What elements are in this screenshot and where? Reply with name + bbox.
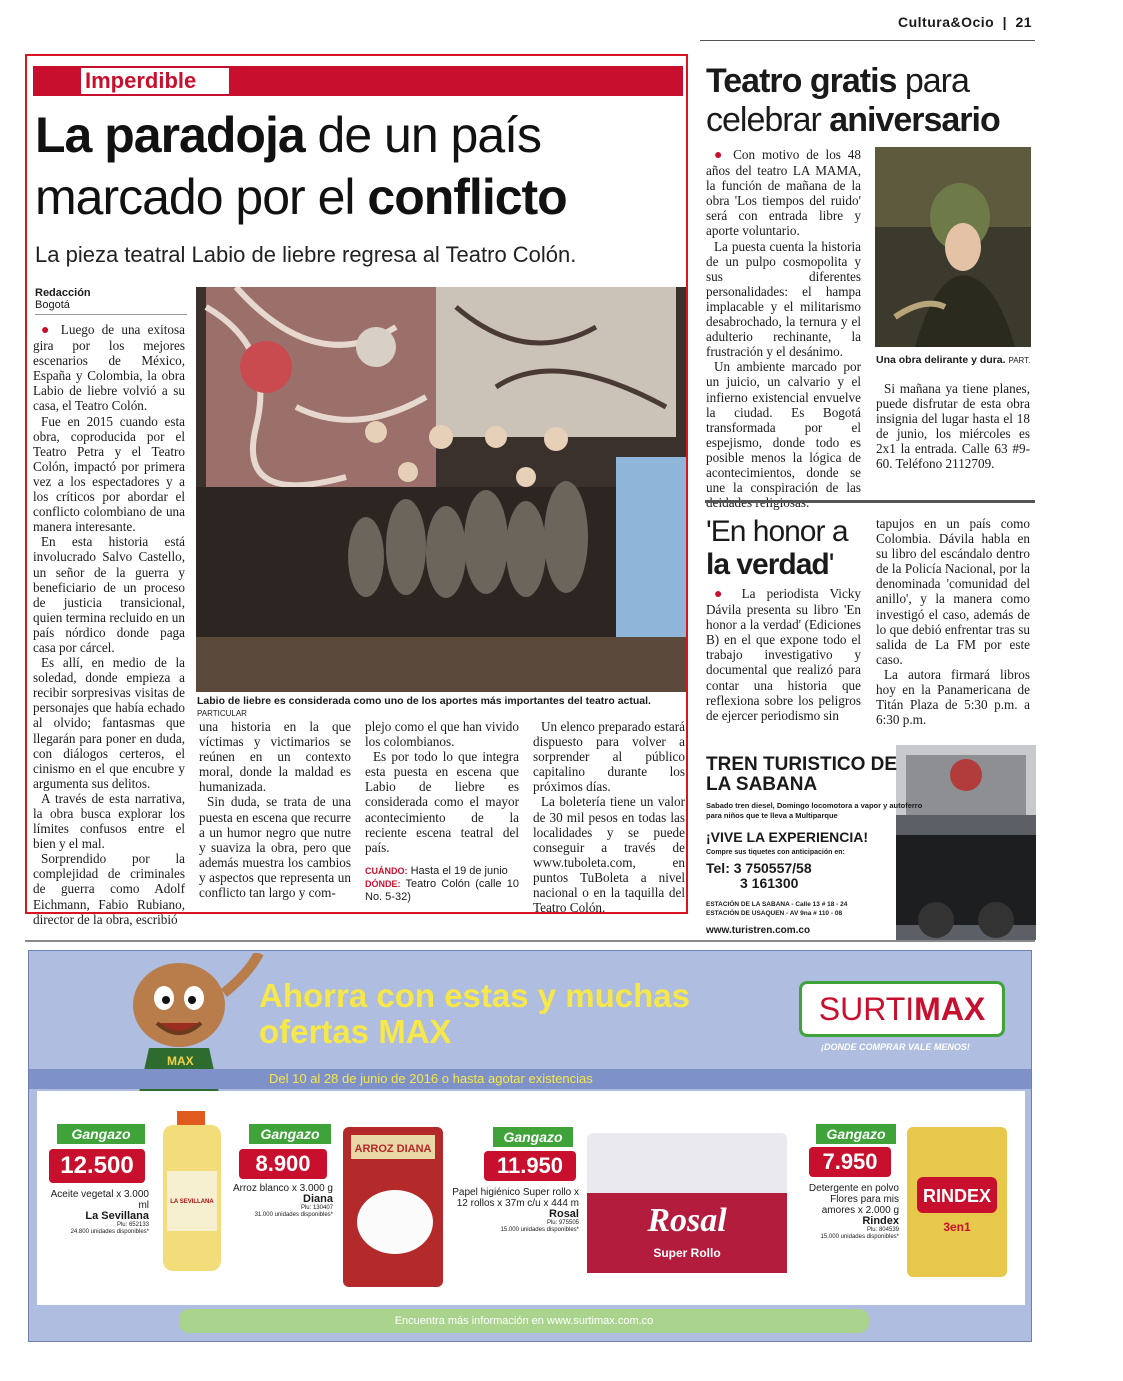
product-desc: Aceite vegetal x 3.000 ml La Sevillana Plu: 652133 24.800 unidades disponibles*	[50, 1189, 149, 1235]
train-graphic	[896, 745, 1036, 940]
paragraph: Si mañana ya tiene planes, puede disfrutar de esta obra insignia del lugar hasta el 18 de junio, los miércoles es 2x1 la entrada. Calle 63 #9-60. Teléfono 2112709.	[876, 381, 1030, 472]
product-desc: Arroz blanco x 3.000 g Diana Plu: 130407 31.000 unidades disponibles*	[229, 1183, 333, 1219]
surtimax-dates: Del 10 al 28 de junio de 2016 o hasta agotar existencias	[29, 1069, 1032, 1089]
surtimax-ad	[28, 950, 1032, 1342]
paragraph: En esta historia está involucrado Salvo Castello, un señor de la guerra y beneficiario de un proceso de justicia transicional, quien termina recluido en un país nórdico donde paga casa por cárcel.	[33, 534, 185, 655]
main-headline	[35, 104, 685, 228]
when-label: CUÁNDO:	[365, 865, 408, 876]
tren-ad	[700, 745, 1036, 940]
kicker-bar	[33, 66, 683, 96]
tren-title1: TREN TURISTICO DE	[706, 754, 898, 775]
paragraph: Un elenco preparado estará dispuesto para volver a sorprender al público capitalino durante los próximos días.	[533, 719, 685, 795]
tren-slogan: ¡VIVE LA EXPERIENCIA!	[706, 829, 869, 845]
product-units: 31.000 unidades disponibles*	[254, 1212, 333, 1218]
tren-tel-label: Tel:	[706, 860, 730, 876]
surtimax-brand-a: SURTI	[818, 991, 915, 1027]
oil-label-text: LA SEVILLANA	[170, 1199, 214, 1205]
when-value: Hasta el 19 de junio	[410, 864, 508, 877]
paragraph: Es allí, en medio de la soledad, donde empieza a recibir sorpresivas visitas de personajes que había echado al olvido; fantasmas que llegarán para poner en duda, con diálogos certeros, el cinismo en el que encubre y argumenta sus delitos.	[33, 655, 185, 791]
paragraph: Sorprendido por la complejidad de criminales de guerra como Adolf Eichmann, Fabio Rubiano, director de la obra, escribió	[33, 851, 185, 927]
teatro-col2	[876, 381, 1030, 472]
teatro-reg1: para	[896, 62, 969, 100]
product-price: 11.950	[484, 1151, 576, 1181]
product-plu: Plu: 804539	[866, 1227, 899, 1233]
tren-compre: Compre sus tiquetes con anticipación en:	[706, 849, 845, 856]
honor-bold: la verdad	[706, 548, 829, 581]
byline-name: Redacción	[35, 287, 91, 299]
tren-est1: ESTACIÓN DE LA SABANA - Calle 13 # 18 - 24	[706, 901, 848, 908]
product-units: 15.000 unidades disponibles*	[500, 1227, 579, 1233]
product-price: 7.950	[809, 1147, 891, 1177]
product-brand: Diana	[303, 1193, 333, 1205]
product-units: 15.000 unidades disponibles*	[820, 1234, 899, 1240]
headline-reg2: marcado por el	[35, 169, 368, 225]
product-price: 12.500	[49, 1149, 145, 1183]
surtimax-tagline: ¡DONDE COMPRAR VALE MENOS!	[821, 1042, 970, 1052]
product-price: 8.900	[239, 1149, 327, 1179]
teatro-photo-caption: Una obra delirante y dura. PART.	[876, 354, 1031, 366]
kicker-label: Imperdible	[85, 68, 197, 93]
surtimax-logo	[799, 981, 1005, 1037]
main-photo-caption: Labio de liebre es considerada como uno de los aportes más importantes del teatro actual. PARTICULAR	[197, 695, 651, 718]
honor-col2	[876, 516, 1030, 727]
teatro-reg2: celebrar	[706, 101, 830, 139]
main-col3	[365, 719, 519, 904]
gangazo-badge: Gangazo	[57, 1124, 145, 1144]
surtimax-headline2: ofertas MAX	[259, 1013, 452, 1050]
where-value: Teatro Colón (calle 10 No. 5-32)	[365, 877, 519, 903]
product-desc: Detergente en polvo Flores para mis amores x 2.000 g Rindex Plu: 804539 15.000 unidades disponibles*	[799, 1183, 899, 1241]
teatro-photo-credit: PART.	[1008, 356, 1031, 365]
main-col1	[33, 322, 185, 927]
paragraph: plejo como el que han vivido los colombianos.	[365, 719, 519, 750]
paragraph: A través de esta narrativa, la obra busca explorar los límites confusos entre el bien y el mal.	[33, 790, 185, 852]
honor-headline	[706, 515, 876, 581]
tren-title	[706, 755, 897, 795]
where-label: DÓNDE:	[365, 878, 401, 889]
headline-bold2: conflicto	[367, 169, 567, 225]
rindex-logo-text: RINDEX	[922, 1186, 992, 1206]
toilet-paper-image	[587, 1133, 787, 1273]
headline-reg1: de un país	[304, 107, 542, 163]
paragraph: ● Luego de una exitosa gira por los mejores escenarios de México, España y Colombia, la obra Labio de liebre volvió a su casa, el Teatro Colón.	[33, 322, 185, 414]
main-photo	[196, 287, 686, 692]
honor-reg: 'En honor a	[706, 515, 848, 548]
product-desc: Papel higiénico Super rollo x 12 rollos x 37m c/u x 444 m Rosal Plu: 975505 15.000 unidades disponibles*	[449, 1187, 579, 1234]
gangazo-badge: Gangazo	[816, 1124, 896, 1144]
section-name: Cultura&Ocio	[898, 14, 995, 30]
product-units: 24.800 unidades disponibles*	[70, 1229, 149, 1235]
tren-stations	[706, 900, 847, 918]
main-col2	[199, 719, 351, 900]
page-header: Cultura&Ocio | 21	[898, 14, 1033, 30]
product-plu: Plu: 975505	[546, 1220, 579, 1226]
paragraph: una historia en la que víctimas y victimarios se reúnen en un contexto moral, donde la maldad es humanizada.	[199, 719, 351, 795]
paragraph: Un ambiente marcado por un juicio, un calvario y el infierno existencial envuelve la ciudad. Es Bogotá transformada por el espejismo, donde todo es posible menos la lógica de acontecimientos, donde se une la conspiración de las	[706, 359, 861, 496]
main-col4	[533, 719, 685, 915]
headline-bold1: La paradoja	[35, 107, 305, 163]
honor-col1	[706, 586, 861, 723]
when-row	[365, 865, 519, 878]
bullet-dot: ●	[41, 323, 61, 338]
paragraph: La autora firmará libros hoy en la Panamericana de Titán Plaza de 5:30 p.m. a 6:30 p.m.	[876, 666, 1030, 728]
tren-tel1: 3 750557/58	[733, 860, 812, 876]
paragraph: Es por todo lo que integra esta puesta en escena que Labio de liebre es considerada como el mayor acontecimiento de la reciente escena teatral del país.	[365, 749, 519, 855]
main-subtitle: La pieza teatral Labio de liebre regresa al Teatro Colón.	[35, 242, 577, 267]
page-rule	[25, 940, 1035, 942]
where-row	[365, 878, 519, 904]
teatro-bold1: Teatro gratis	[706, 62, 897, 100]
teatro-col1	[706, 147, 861, 510]
rosal-sub-text: Super Rollo	[653, 1246, 721, 1260]
teatro-bold2: aniversario	[829, 101, 1000, 139]
paragraph: tapujos en un país como Colombia. Dávila habla en su libro del escándalo dentro de la Policía Nacional, por la denominada 'comunidad del anillo', y la manera como investigó el caso, además de lo que debió enfrentar tras su salida de La FM por este caso.	[876, 516, 1030, 667]
teatro-photo	[875, 147, 1031, 347]
rice-label-text: ARROZ DIANA	[354, 1143, 432, 1155]
byline-rule	[35, 314, 187, 315]
page-number: 21	[1015, 14, 1033, 30]
teatro-headline	[706, 62, 1036, 140]
tren-sub: Sabado tren diesel, Domingo locomotora a vapor y autoferro para niños que te lleva a Multiparque	[706, 801, 923, 820]
byline	[35, 287, 187, 315]
surtimax-headline	[259, 978, 690, 1050]
product-brand: Rindex	[862, 1215, 899, 1227]
honor-close: '	[828, 548, 834, 581]
product-plu: Plu: 130407	[300, 1205, 333, 1211]
product-plu: Plu: 652133	[116, 1222, 149, 1228]
tren-tel2: 3 161300	[740, 875, 799, 891]
surtimax-brand-b: MAX	[914, 991, 986, 1027]
product-brand: Rosal	[549, 1208, 579, 1220]
headline-line1	[35, 104, 685, 166]
stage-photo-graphic	[196, 287, 686, 692]
bullet-dot: ●	[714, 587, 742, 602]
surtimax-headline1: Ahorra con estas y muchas	[259, 977, 690, 1014]
product-brand: La Sevillana	[85, 1210, 149, 1222]
teatro-line2	[706, 101, 1036, 140]
oil-bottle-image	[157, 1111, 227, 1271]
detergent-bag-image	[907, 1127, 1007, 1277]
header-rule	[700, 40, 1035, 41]
honor-line2	[706, 548, 876, 581]
paragraph: La puesta cuenta la historia de un pulpo cosmopolita y sus diferentes personalidades: el hampa implacable y el militarismo desabrochado, la ternura y el adulterio rechinante, la frustración y el desánimo.	[706, 238, 861, 360]
bullet-dot: ●	[714, 148, 734, 163]
tren-est2: ESTACIÓN DE USAQUEN - AV 9na # 110 - 08	[706, 910, 843, 917]
byline-place: Bogotá	[35, 299, 70, 311]
paragraph: La boletería tiene un valor de 30 mil pesos en todas las localidades y se puede conseguir a través de www.tuboleta.com, en puntos TuBoleta a nivel nacional o en la taquilla del Teatro Colón.	[533, 794, 685, 916]
paragraph: Fue en 2015 cuando esta obra, coproducida por el Teatro Petra y el Teatro Colón, impactó por primera vez a los espectadores y a los críticos por abordar el conflicto colombiano de una manera interesante.	[33, 413, 185, 535]
tren-phones	[706, 861, 812, 891]
rindex-sub-text: 3en1	[943, 1220, 971, 1234]
paragraph: ● Con motivo de los 48 años del teatro LA MAMA, la función de mañana de la obra 'Los tiempos del ruido' será con entrada libre y aporte voluntario.	[706, 147, 861, 239]
rosal-logo-text: Rosal	[647, 1202, 727, 1239]
paragraph: ● La periodista Vicky Dávila presenta su libro 'En honor a la verdad' (Ediciones B) en el que expone todo el trabajo investigativo y documental que realizó para contar una historia que reflexiona sobre los peligros de ejercer periodismo sin	[706, 586, 861, 723]
headline-line2	[35, 166, 685, 228]
main-photo-credit: PARTICULAR	[197, 709, 247, 718]
rice-bag-image	[343, 1127, 443, 1287]
paragraph: Sin duda, se trata de una puesta en escena que recurre a un humor negro que nutre y suaviza la obra, pero que además muestra los cambios y aspectos que representa un conflicto tan largo y com-	[199, 794, 351, 901]
mascot-apron-label: MAX	[167, 1054, 194, 1068]
teatro-line1	[706, 62, 1036, 101]
info-box	[365, 865, 519, 904]
tren-web[interactable]: www.turistren.com.co	[706, 925, 811, 936]
surtimax-footer	[179, 1309, 869, 1333]
surtimax-footer-web[interactable]: Encuentra más información en www.surtimax.com.co	[394, 1315, 654, 1327]
tren-title2: LA SABANA	[706, 774, 818, 795]
gangazo-badge: Gangazo	[493, 1127, 573, 1147]
section-divider	[705, 500, 1035, 503]
actress-photo-graphic	[875, 147, 1031, 347]
gangazo-badge: Gangazo	[249, 1124, 331, 1144]
